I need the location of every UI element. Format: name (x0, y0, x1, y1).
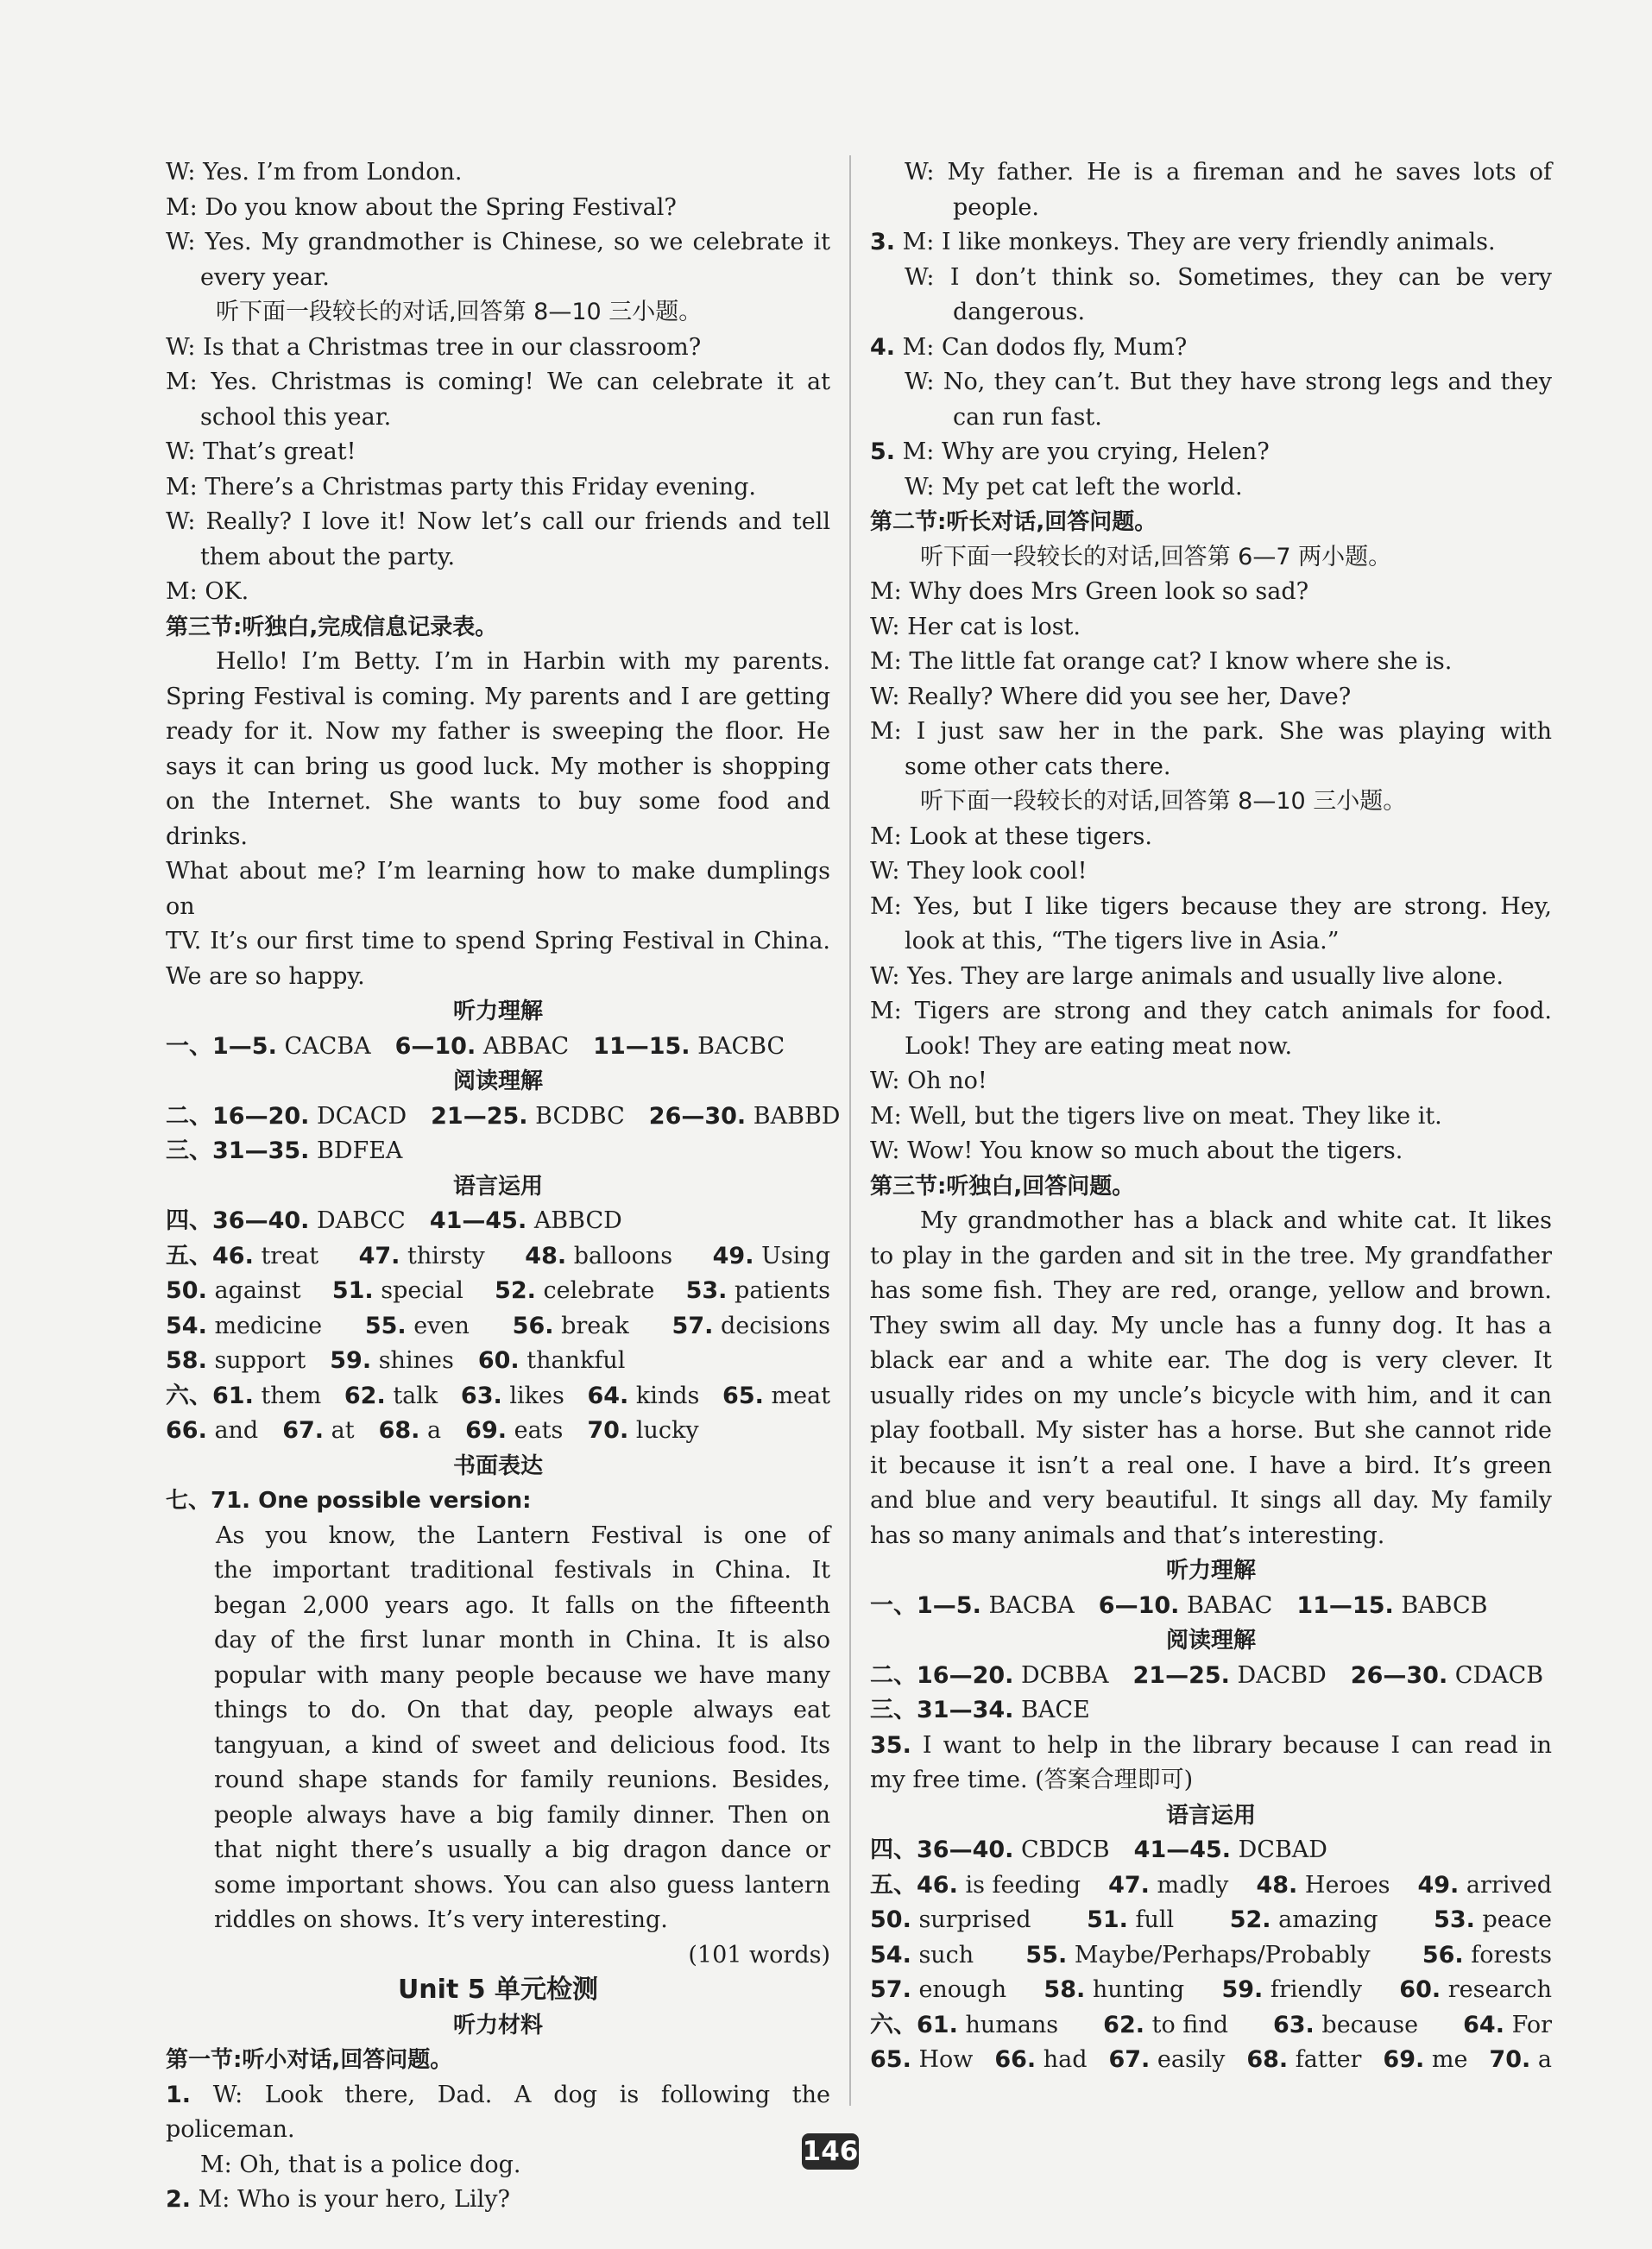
essay-line: things to do. On that day, people always eat (214, 1697, 830, 1723)
dialog-line: W: My father. He is a fireman and he saves lots of (905, 159, 1552, 186)
dialog-line: W: Is that a Christmas tree in our classroom? (166, 333, 702, 361)
answer-row (870, 1693, 1552, 1729)
answer-number: 六、61. (870, 2011, 958, 2038)
answer-value: likes (509, 1382, 564, 1409)
answer-number: 四、36—40. (870, 1836, 1014, 1863)
monologue-line: They swim all day. My uncle has a funny dog. It has a (870, 1312, 1552, 1339)
dialog-line: every year. (200, 263, 330, 291)
answer-number: 47. (1108, 1871, 1150, 1899)
answer-value: Maybe/Perhaps/Probably (1074, 1941, 1371, 1969)
fill-row (166, 1414, 830, 1449)
answer-value: arrived (1466, 1871, 1552, 1899)
answer-number: 26—30. (1350, 1661, 1448, 1689)
dialog-intro: 听下面一段较长的对话,回答第 8—10 三小题。 (920, 788, 1407, 815)
monologue-line: Hello! I’m Betty. I’m in Harbin with my parents. (216, 648, 830, 675)
answer-number: 三、31—34. (870, 1697, 1014, 1723)
answer-number: 一、1—5. (870, 1591, 981, 1619)
answer-value: hunting (1092, 1976, 1185, 2003)
answer-value: amazing (1278, 1906, 1378, 1933)
answer-value: me (1431, 2046, 1468, 2073)
answer-value: surprised (918, 1906, 1031, 1933)
dialog-line: W: Oh no! (870, 1068, 987, 1094)
answer-value: BABBD (753, 1102, 841, 1130)
answer-value: CBDCB (1021, 1836, 1110, 1863)
essay-line: popular with many people because we have many (214, 1661, 830, 1689)
monologue-line: ready for it. Now my father is sweeping the floor. He (166, 718, 830, 745)
dialog-line: W: Wow! You know so much about the tigers. (870, 1137, 1403, 1164)
answer-value: treat (261, 1242, 319, 1269)
answer-number: 65. (722, 1382, 764, 1409)
answer-value: thirsty (407, 1242, 485, 1269)
monologue-line: play football. My sister has a horse. But she cannot ride (870, 1417, 1552, 1444)
answer-number: 51. (331, 1277, 374, 1304)
answer-number: 62. (1103, 2011, 1145, 2038)
answer-number: 52. (1229, 1906, 1271, 1933)
answer-value: break (561, 1312, 629, 1339)
answer-value: BDFEA (317, 1137, 403, 1164)
answer-number: 54. (870, 1941, 911, 1969)
answer-number: 68. (1246, 2046, 1289, 2073)
answer-number: 6—10. (394, 1032, 476, 1060)
answer-value: fatter (1295, 2046, 1362, 2073)
answer-value: full (1135, 1906, 1175, 1933)
answer-value: DACBD (1237, 1661, 1327, 1689)
fill-row (870, 1903, 1552, 1938)
answer-number: 63. (460, 1382, 502, 1409)
dialog-line: M: Why does Mrs Green look so sad? (870, 578, 1309, 605)
section-title: 第二节:听长对话,回答问题。 (870, 509, 1157, 535)
fill-row (166, 1309, 830, 1345)
dialog-line: W: That’s great! (166, 438, 356, 465)
answer-number: 69. (465, 1417, 507, 1444)
answer-number: 63. (1272, 2011, 1315, 2038)
dialog-line: W: Really? I love it! Now let’s call our friends and tell (166, 508, 830, 535)
answer-number: 49. (712, 1242, 754, 1269)
answer-number: 48. (1256, 1871, 1298, 1899)
answer-number: 49. (1417, 1871, 1460, 1899)
answer-row (870, 1833, 1552, 1868)
answer-value: a (1537, 2046, 1552, 2073)
answer-value: ABBAC (482, 1032, 570, 1060)
answer-number: 64. (587, 1382, 629, 1409)
dialog-line: W: Really? Where did you see her, Dave? (870, 683, 1352, 710)
monologue-line: We are so happy. (166, 962, 365, 990)
answer-number: 一、1—5. (166, 1032, 277, 1060)
page-number: 146 (802, 2133, 859, 2170)
answer-number: 50. (166, 1277, 207, 1304)
essay-line: riddles on shows. It’s very interesting. (214, 1906, 668, 1933)
answer-row (166, 1099, 841, 1135)
question-number: 35. (870, 1731, 911, 1759)
answer-row (166, 1204, 830, 1239)
answer-value: For (1511, 2011, 1552, 2038)
answer-number: 48. (525, 1242, 567, 1269)
answer-value: at (331, 1417, 355, 1444)
answer-number: 59. (330, 1347, 372, 1374)
monologue-line: black ear and a white ear. The dog is very clever. It (870, 1347, 1552, 1374)
answer-number: 57. (672, 1312, 714, 1339)
monologue-line: it because it isn’t a real one. I have a bird. It’s green (870, 1452, 1552, 1479)
dialog-line: M: The little fat orange cat? I know where she is. (870, 648, 1453, 675)
answer-number: 68. (378, 1417, 420, 1444)
answer-number: 66. (994, 2046, 1037, 2073)
answer-value: a (427, 1417, 442, 1444)
answer-number: 6—10. (1098, 1591, 1180, 1619)
dialog-intro: 听下面一段较长的对话,回答第 8—10 三小题。 (216, 299, 703, 325)
dialog-line: W: Yes. They are large animals and usually live alone. (870, 962, 1504, 990)
answer-value: BACBC (697, 1032, 785, 1060)
answer-value: madly (1157, 1871, 1229, 1899)
dialog-line: W: They look cool! (870, 858, 1088, 885)
dialog-line: M: Oh, that is a police dog. (200, 2151, 521, 2178)
right-column (870, 155, 1552, 2078)
essay-line: that night there’s usually a big dragon dance or (214, 1836, 830, 1863)
answer-value: CDACB (1454, 1661, 1544, 1689)
fill-row (166, 1239, 830, 1275)
monologue-line: Spring Festival is coming. My parents and I are getting (166, 683, 830, 710)
fill-row (870, 1973, 1552, 2008)
answer-value: celebrate (543, 1277, 655, 1304)
question-number: 3. (870, 229, 896, 255)
question-number: 4. (870, 333, 896, 361)
monologue-line: usually rides on my uncle’s bicycle with him, and it can (870, 1382, 1552, 1409)
dialog-line: school this year. (200, 403, 392, 431)
monologue-line: on the Internet. She wants to buy some food and drinks. (166, 788, 830, 850)
dialog-line: W: I don’t think so. Sometimes, they can be very (905, 263, 1552, 291)
answer-number: 53. (1434, 1906, 1475, 1933)
answer-value: such (918, 1941, 974, 1969)
answer-value: BACBA (988, 1591, 1075, 1619)
answer-value: BABAC (1187, 1591, 1273, 1619)
answer-value: research (1447, 1976, 1552, 2003)
essay-line: tangyuan, a kind of sweet and delicious food. Its (214, 1731, 830, 1759)
answer-value: kinds (635, 1382, 700, 1409)
answer-number: 三、31—35. (166, 1137, 310, 1164)
dialog-line: W: Yes. I’m from London. (166, 159, 463, 186)
answer-number: 66. (166, 1417, 207, 1444)
answer-value: balloons (573, 1242, 673, 1269)
answer-number: 70. (587, 1417, 629, 1444)
fill-row (870, 1868, 1552, 1904)
answer-number: 26—30. (648, 1102, 747, 1130)
question-number: 1. (166, 2081, 192, 2108)
dialog-line: M: Look at these tigers. (870, 822, 1152, 850)
answer-number: 47. (358, 1242, 400, 1269)
dialog-line: can run fast. (953, 403, 1102, 431)
answer-value: support (214, 1347, 306, 1374)
dialog-line: W: Yes. My grandmother is Chinese, so we celebrate it (166, 229, 830, 255)
answer-number: 54. (166, 1312, 207, 1339)
section-title: 第三节:听独白,完成信息记录表。 (166, 614, 498, 640)
answer-number: 50. (870, 1906, 911, 1933)
answer-number: 70. (1489, 2046, 1531, 2073)
dialog-line: some other cats there. (905, 753, 1171, 780)
answer-number: 57. (870, 1976, 911, 2003)
answer-value: medicine (214, 1312, 323, 1339)
answer-value: Heroes (1304, 1871, 1390, 1899)
answer-value: patients (735, 1277, 830, 1304)
heading-reading: 阅读理解 (1165, 1628, 1256, 1654)
answer-value: eats (514, 1417, 564, 1444)
answer-number: 五、46. (870, 1871, 958, 1899)
answer-number: 21—25. (1132, 1661, 1230, 1689)
answer-number: 62. (344, 1382, 386, 1409)
answer-number: 69. (1383, 2046, 1425, 2073)
answer-number: 65. (870, 2046, 911, 2073)
monologue-line: has so many animals and that’s interesting. (870, 1521, 1385, 1549)
heading-listening: 听力理解 (452, 999, 543, 1024)
essay-line: the important traditional festivals in China. It (214, 1557, 830, 1584)
answer-value: friendly (1270, 1976, 1362, 2003)
answer-value: ABBCD (533, 1207, 622, 1234)
answer-number: 二、16—20. (166, 1102, 310, 1130)
dialog-line: W: No, they can’t. But they have strong legs and they (905, 369, 1552, 395)
monologue-line: TV. It’s our first time to spend Spring Festival in China. (166, 928, 830, 954)
heading-language: 语言运用 (1165, 1802, 1256, 1829)
fill-row (166, 1274, 830, 1309)
answer-value: meat (771, 1382, 830, 1409)
monologue-line: says it can bring us good luck. My mother is shopping (166, 753, 830, 780)
essay-line: some important shows. You can also guess lantern (214, 1871, 830, 1899)
answer-number: 21—25. (431, 1102, 528, 1130)
dialog-line: M: Well, but the tigers live on meat. They like it. (870, 1102, 1442, 1130)
answer-row (166, 1134, 830, 1169)
question-number: 2. (166, 2186, 192, 2213)
answer-value: DCACD (317, 1102, 407, 1130)
fill-row (166, 1379, 830, 1414)
essay-line: day of the first lunar month in China. It is also (214, 1627, 830, 1654)
answer-value: BCDBC (535, 1102, 625, 1130)
answer-number: 60. (477, 1347, 520, 1374)
answer-value: and (214, 1417, 259, 1444)
dialog-line: M: OK. (166, 578, 249, 605)
answer-value: special (381, 1277, 463, 1304)
answer-number: 41—45. (1133, 1836, 1232, 1863)
section-title: 第一节:听小对话,回答问题。 (166, 2047, 453, 2073)
answer-number: 41—45. (429, 1207, 527, 1234)
answer-sentence: my free time. (答案合理即可) (870, 1767, 1194, 1793)
answer-number: 11—15. (1296, 1591, 1394, 1619)
fill-row (870, 2043, 1552, 2078)
dialog-line: M: There’s a Christmas party this Friday evening. (166, 473, 756, 501)
answer-value: DCBAD (1238, 1836, 1327, 1863)
answer-value: talk (393, 1382, 438, 1409)
dialog-line: look at this, “The tigers live in Asia.” (905, 928, 1340, 954)
answer-value: shines (378, 1347, 454, 1374)
answer-number: 51. (1087, 1906, 1128, 1933)
answer-row (166, 1030, 830, 1065)
fill-row (870, 1938, 1552, 1974)
answer-number: 52. (495, 1277, 536, 1304)
answer-number: 56. (512, 1312, 554, 1339)
answer-value: CACBA (284, 1032, 371, 1060)
answer-value: against (214, 1277, 301, 1304)
answer-value: enough (918, 1976, 1007, 2003)
answer-value: decisions (720, 1312, 830, 1339)
answer-value: DCBBA (1021, 1661, 1109, 1689)
answer-number: 53. (685, 1277, 728, 1304)
answer-number: 二、16—20. (870, 1661, 1014, 1689)
dialog-line: W: Look there, Dad. A dog is following the policeman. (166, 2081, 830, 2143)
dialog-line: people. (953, 193, 1039, 221)
essay-line: began 2,000 years ago. It falls on the fifteenth (214, 1591, 830, 1619)
answer-number: 55. (364, 1312, 407, 1339)
dialog-line: M: Can dodos fly, Mum? (902, 333, 1188, 361)
answer-number: 67. (1108, 2046, 1151, 2073)
answer-number: 四、36—40. (166, 1207, 310, 1234)
dialog-line: M: Do you know about the Spring Festival? (166, 193, 677, 221)
answer-value: DABCC (317, 1207, 406, 1234)
answer-value: even (413, 1312, 470, 1339)
dialog-line: W: My pet cat left the world. (905, 473, 1243, 501)
dialog-line: M: Who is your hero, Lily? (198, 2186, 511, 2213)
answer-number: 六、61. (166, 1382, 254, 1409)
answer-value: forests (1471, 1941, 1552, 1969)
answer-value: thankful (526, 1347, 626, 1374)
dialog-line: dangerous. (953, 299, 1086, 325)
dialog-line: M: Tigers are strong and they catch animals for food. (870, 998, 1552, 1024)
dialog-line: M: Why are you crying, Helen? (902, 438, 1270, 465)
unit-subtitle: 听力材料 (452, 2012, 543, 2038)
dialog-line: M: Yes, but I like tigers because they are strong. Hey, (870, 892, 1552, 920)
column-divider (849, 155, 851, 2106)
answer-number: 56. (1422, 1941, 1464, 1969)
dialog-line: Look! They are eating meat now. (905, 1032, 1293, 1060)
monologue-line: to play in the garden and sit in the tree. My grandfather (870, 1242, 1552, 1269)
essay-line: round shape stands for family reunions. Besides, (214, 1767, 830, 1793)
answer-number: 58. (166, 1347, 207, 1374)
fill-row (166, 1344, 830, 1379)
answer-value: easily (1157, 2046, 1226, 2073)
answer-number: 64. (1463, 2011, 1504, 2038)
heading-reading: 阅读理解 (452, 1068, 543, 1094)
word-count: (101 words) (688, 1941, 830, 1969)
section-title: 第三节:听独白,回答问题。 (870, 1173, 1135, 1200)
answer-value: humans (965, 2011, 1059, 2038)
question-number: 5. (870, 438, 896, 465)
monologue-line: My grandmother has a black and white cat. It likes (920, 1207, 1552, 1234)
answer-value: because (1321, 2011, 1419, 2038)
answer-value: BABCB (1401, 1591, 1488, 1619)
answer-row (870, 1659, 1552, 1694)
dialog-line: M: I just saw her in the park. She was playing with (870, 718, 1552, 745)
answer-value: peace (1482, 1906, 1552, 1933)
dialog-line: W: Her cat is lost. (870, 613, 1081, 640)
answer-value: to find (1151, 2011, 1228, 2038)
answer-number: 59. (1221, 1976, 1264, 2003)
answer-number: 58. (1044, 1976, 1086, 2003)
answer-number: 60. (1399, 1976, 1441, 2003)
essay-line: As you know, the Lantern Festival is one of (216, 1521, 830, 1549)
unit-title: Unit 5 单元检测 (397, 1975, 599, 2005)
monologue-line: has some fish. They are red, orange, yellow and brown. (870, 1277, 1552, 1304)
answer-value: Using (761, 1242, 830, 1269)
heading-language: 语言运用 (452, 1173, 543, 1200)
heading-listening: 听力理解 (1165, 1558, 1256, 1584)
essay-label: 七、71. One possible version: (166, 1488, 532, 1514)
dialog-line: M: I like monkeys. They are very friendly animals. (902, 229, 1496, 255)
answer-row (870, 1589, 1552, 1624)
answer-number: 11—15. (593, 1032, 690, 1060)
essay-line: people always have a big family dinner. Then on (214, 1801, 830, 1829)
heading-writing: 书面表达 (452, 1452, 543, 1479)
monologue-line: and blue and very beautiful. It sings all day. My family (870, 1487, 1552, 1514)
fill-row (870, 2008, 1552, 2044)
answer-number: 67. (282, 1417, 325, 1444)
answer-value: BACE (1021, 1697, 1090, 1723)
answer-value: is feeding (965, 1871, 1081, 1899)
answer-value: lucky (635, 1417, 699, 1444)
answer-value: them (261, 1382, 322, 1409)
answer-number: 55. (1025, 1941, 1068, 1969)
monologue-line: What about me? I’m learning how to make dumplings on (166, 858, 830, 920)
dialog-line: them about the party. (200, 543, 456, 570)
answer-sentence: I want to help in the library because I can read in (922, 1731, 1552, 1759)
answer-number: 五、46. (166, 1242, 254, 1269)
answer-value: How (918, 2046, 974, 2073)
dialog-intro: 听下面一段较长的对话,回答第 6—7 两小题。 (920, 543, 1392, 570)
dialog-line: M: Yes. Christmas is coming! We can celebrate it at (166, 369, 830, 395)
answer-value: had (1043, 2046, 1088, 2073)
